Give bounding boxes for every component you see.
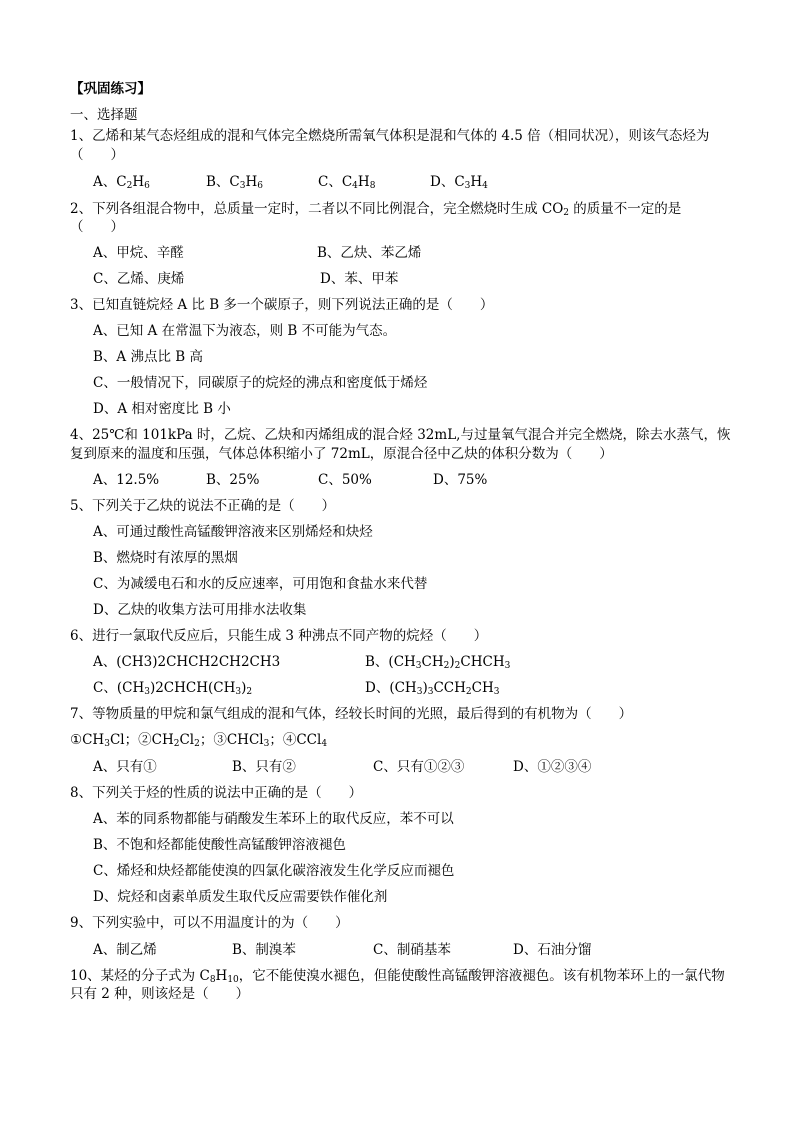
q2-option-c: C、乙烯、庚烯 (93, 271, 185, 287)
q4-option-a: A、12.5% (93, 472, 160, 488)
q4-option-c: C、50% (318, 472, 372, 488)
q5-stem: 5、下列关于乙炔的说法不正确的是（ ） (70, 498, 336, 514)
q9-option-b: B、制溴苯 (232, 942, 296, 958)
q5-option-c: C、为减缓电石和水的反应速率，可用饱和食盐水来代替 (93, 576, 428, 592)
q1-option-d: D、$C_3H_4$ (430, 174, 488, 191)
q5-option-b: B、燃烧时有浓厚的黑烟 (93, 550, 238, 566)
q3-option-d: D、A 相对密度比 B 小 (93, 401, 231, 417)
q5-option-d: D、乙炔的收集方法可用排水法收集 (93, 602, 307, 618)
q1-option-a: A、$C_2H_6$ (93, 174, 150, 191)
q9-option-d: D、石油分馏 (513, 942, 592, 958)
q2-option-d: D、苯、甲苯 (320, 271, 399, 287)
q7-option-d: D、①②③④ (513, 759, 592, 775)
q7-option-b: B、只有② (232, 759, 296, 775)
q3-option-a: A、已知 A 在常温下为液态，则 B 不可能为气态。 (93, 323, 397, 339)
q3-option-b: B、A 沸点比 B 高 (93, 349, 203, 365)
q1-stem: 1、乙烯和某气态烃组成的混和气体完全燃烧所需氧气体积是混和气体的 4.5 倍（相同状况），则该气态烃为 (70, 128, 710, 144)
q1-option-b: B、$C_3H_6$ (206, 174, 263, 191)
q6-option-b: B、$(CH_3CH_2)_2CHCH_3$ (365, 654, 511, 671)
q2-option-a: A、甲烷、辛醛 (93, 245, 184, 261)
q6-stem: 6、进行一氯取代反应后，只能生成 3 种沸点不同产物的烷烃（ ） (70, 628, 488, 644)
q2-option-b: B、乙炔、苯乙烯 (317, 245, 422, 261)
q9-option-c: C、制硝基苯 (373, 942, 451, 958)
q6-option-c: C、$(CH_3)2CHCH(CH_3)_2$ (93, 680, 253, 697)
q4-option-b: B、25% (206, 472, 260, 488)
q8-option-d: D、烷烃和卤素单质发生取代反应需要铁作催化剂 (93, 889, 388, 905)
q7-option-c: C、只有①②③ (373, 759, 465, 775)
q9-stem: 9、下列实验中，可以不用温度计的为（ ） (70, 915, 349, 931)
q1-stem-cont: （ ） (70, 147, 124, 163)
q2-stem-cont: （ ） (70, 219, 124, 235)
q3-stem: 3、已知直链烷烃 A 比 B 多一个碳原子，则下列说法正确的是（ ） (70, 297, 494, 313)
q7-option-a: A、只有① (93, 759, 157, 775)
q5-option-a: A、可通过酸性高锰酸钾溶液来区别烯烃和炔烃 (93, 524, 373, 540)
q2-stem: 2、下列各组混合物中，总质量一定时，二者以不同比例混合，完全燃烧时生成 $CO_2$ 的质量不一定的是 (70, 201, 682, 218)
q7-stem: 7、等物质量的甲烷和氯气组成的混和气体，经较长时间的光照，最后得到的有机物为（ ） (70, 706, 633, 722)
q1-option-c: C、$C_4H_8$ (318, 174, 376, 191)
q8-option-c: C、烯烃和炔烃都能使溴的四氯化碳溶液发生化学反应而褪色 (93, 863, 455, 879)
q4-stem-cont: 复到原来的温度和压强，气体总体积缩小了 72mL，原混合径中乙炔的体积分数为（ ） (70, 446, 613, 462)
q10-stem: 10、某烃的分子式为 $C_8H_{10}$，它不能使溴水褪色，但能使酸性高锰酸钾溶液褪色。该有机物苯环上的一氯代物 (70, 968, 725, 985)
q6-option-d: D、$(CH_3)_3CCH_2CH_3$ (365, 680, 500, 697)
q4-option-d: D、75% (433, 472, 488, 488)
q8-option-a: A、苯的同系物都能与硝酸发生苯环上的取代反应，苯不可以 (93, 811, 454, 827)
q8-stem: 8、下列关于烃的性质的说法中正确的是（ ） (70, 785, 363, 801)
section-heading: 【巩固练习】 (70, 81, 151, 97)
q10-stem-cont: 只有 2 种，则该烃是（ ） (70, 986, 250, 1002)
q3-option-c: C、一般情况下，同碳原子的烷烃的沸点和密度低于烯烃 (93, 375, 428, 391)
q6-option-a: A、(CH3)2CHCH2CH2CH3 (93, 654, 281, 670)
q4-stem: 4、25℃和 101kPa 时，乙烷、乙炔和丙烯组成的混合烃 32mL,与过量氧气混合并完全燃烧，除去水蒸气，恢 (70, 427, 731, 443)
q7-products: $①CH_3Cl$；$②CH_2Cl_2$；③CHCl$_3$；④CCl$_4$ (70, 732, 328, 749)
part-title: 一、选择题 (70, 107, 138, 123)
q9-option-a: A、制乙烯 (93, 942, 157, 958)
q8-option-b: B、不饱和烃都能使酸性高锰酸钾溶液褪色 (93, 837, 346, 853)
